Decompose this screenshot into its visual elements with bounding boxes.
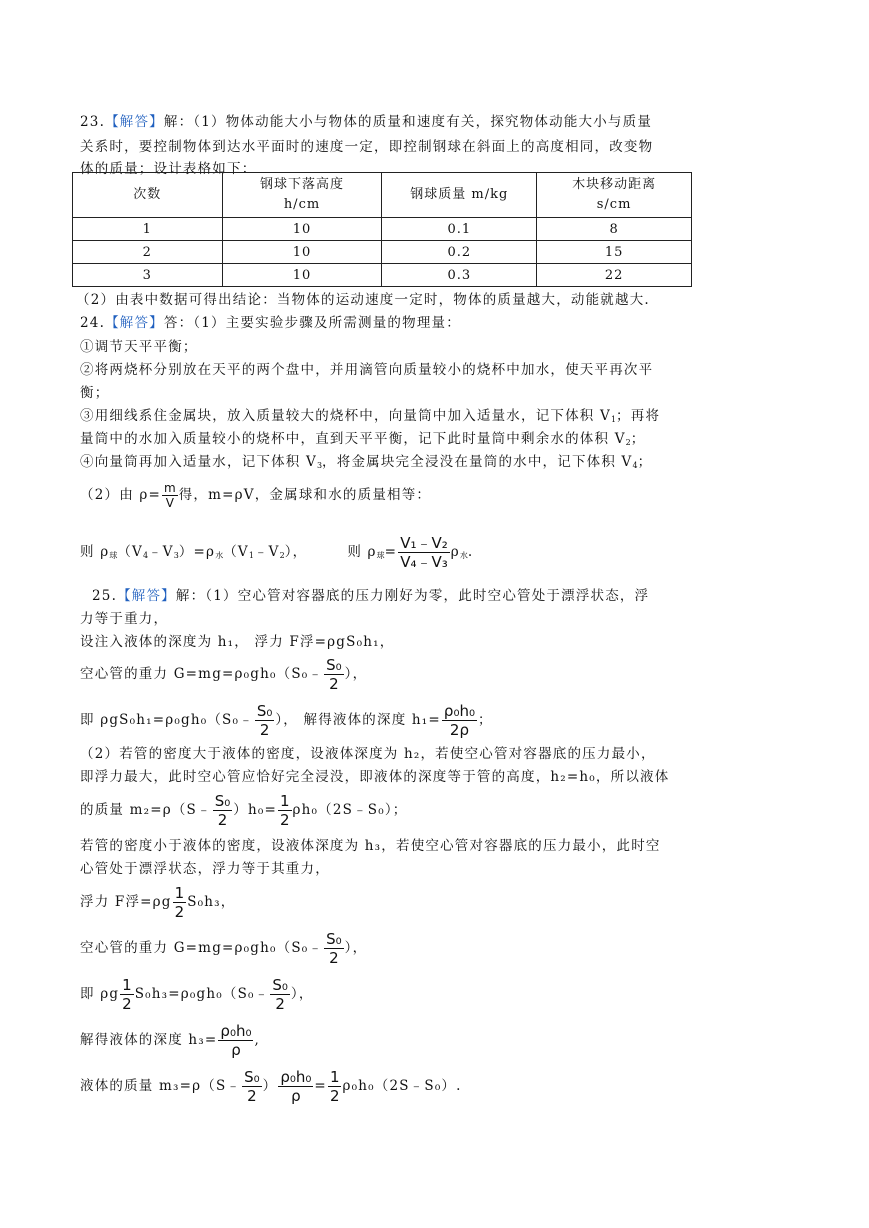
q24-step-2a: ②将两烧杯分别放在天平的两个盘中，并用滴管向质量较小的烧杯中加水，使天平再次平	[80, 362, 654, 378]
fraction: $\frac{\text{S₀}}{2}$	[272, 976, 288, 1013]
q24-step-4: ④向量筒再加入适量水，记下体积 $V_3$，将金属块完全浸没在量筒的水中，记下体积 $V_4$；	[80, 454, 653, 470]
q24-equation: 则 $\rho_球(V_4﹣V_3)=\rho_水(V_1﹣V_2)$， 则 $\rho_球=$ $\frac{\text{V₁﹣V₂}}{\text{V₄﹣V₃}}$ $\rho_水$.	[80, 534, 474, 571]
fraction: $\frac{1}{2}$	[329, 1068, 340, 1105]
table-row	[73, 218, 692, 241]
header-cell: 钢球质量 m/kg	[382, 173, 537, 218]
q25-line-5: 即 ρgS₀h₁=ρ₀gh₀（S₀﹣ $\frac{\text{S₀}}{2}$ ）， 解得液体的深度 h₁= $\frac{\text{ρ₀h₀}}{2\rho}$ ；	[80, 702, 493, 739]
q24-step-1: ①调节天平平衡；	[80, 339, 198, 355]
fraction: $\frac{1}{2}$	[122, 976, 132, 1013]
table-cell: 22	[537, 264, 692, 287]
q24-part2: （2）由 ρ= $\frac{m}{V}$ 得，m=ρV，金属球和水的质量相等：	[80, 481, 432, 510]
table-cell: 3	[73, 264, 223, 287]
q25-line-14: 解得液体的深度 h₃= $\frac{\text{ρ₀h₀}}{\rho}$ ,	[80, 1022, 260, 1059]
fraction: $\frac{\text{V₁﹣V₂}}{\text{V₄﹣V₃}}$	[400, 534, 448, 571]
table-cell: 0.3	[382, 264, 537, 287]
table-cell: 15	[537, 241, 692, 264]
q23-line-2: 关系时，要控制物体到达水平面时的速度一定，即控制钢球在斜面上的高度相同，改变物	[80, 139, 654, 155]
q24-step-2b: 衡；	[80, 385, 110, 401]
table-cell: 10	[222, 241, 382, 264]
q23-conclusion: （2）由表中数据可得出结论：当物体的运动速度一定时，物体的质量越大，动能就越大.	[76, 292, 650, 308]
data-table	[72, 172, 692, 287]
q24-head: 24.【解答】答：（1）主要实验步骤及所需测量的物理量：	[80, 315, 461, 331]
fraction: $\frac{\text{S₀}}{2}$	[326, 930, 342, 967]
q25-line-9: 若管的密度小于液体的密度，设液体深度为 h₃，若使空心管对容器底的压力最小，此时空	[80, 838, 661, 854]
table-cell: 1	[73, 218, 223, 241]
fraction: $\frac{1}{2}$	[174, 884, 185, 921]
q25-line-15: 液体的质量 m₃=ρ（S﹣ $\frac{\text{S₀}}{2}$ ） $\frac{\text{ρ₀h₀}}{\rho}$ = $\frac{1}{2}$ ρ₀h₀（2S﹣S₀）.	[80, 1068, 462, 1105]
q25-line-10: 心管处于漂浮状态，浮力等于其重力，	[80, 861, 330, 877]
q25-line-7: 即浮力最大，此时空心管应恰好完全浸没，即液体的深度等于管的高度，h₂=h₀，所以液体	[80, 769, 670, 785]
header-cell: 木块移动距离 s/cm	[537, 173, 692, 218]
header-cell: 钢球下落高度 h/cm	[222, 173, 382, 218]
fraction: $\frac{m}{V}$	[164, 481, 176, 510]
q25-line-2: 力等于重力，	[80, 611, 169, 627]
table-cell: 8	[537, 218, 692, 241]
fraction: $\frac{\text{ρ₀h₀}}{2\rho}$	[443, 702, 475, 739]
fraction: $\frac{\text{S₀}}{2}$	[326, 656, 342, 693]
answer-tag: 【解答】	[105, 315, 164, 331]
q25-line-3: 设注入液体的深度为 h₁， 浮力 F浮=ρgS₀h₁，	[80, 634, 395, 650]
fraction: $\frac{\text{S₀}}{2}$	[244, 1068, 260, 1105]
fraction: $\frac{\text{ρ₀h₀}}{\rho}$	[280, 1068, 312, 1105]
q25-line-6: （2）若管的密度大于液体的密度，设液体深度为 h₂，若使空心管对容器底的压力最小，	[80, 746, 656, 762]
fraction: $\frac{1}{2}$	[279, 792, 290, 829]
header-cell: 次数	[73, 173, 223, 218]
table-cell: 10	[222, 264, 382, 287]
fraction: $\frac{\text{S₀}}{2}$	[256, 702, 273, 739]
table-header-row	[73, 173, 692, 218]
table-row	[73, 264, 692, 287]
q25-line-13: 即 ρg $\frac{1}{2}$ S₀h₃=ρ₀gh₀（S₀﹣ $\frac{\text{S₀}}{2}$ ），	[80, 976, 314, 1013]
table-cell: 0.1	[382, 218, 537, 241]
q24-step-3b: 量筒中的水加入质量较小的烧杯中，直到天平平衡，记下此时量筒中剩余水的体积 $V_2$；	[80, 431, 646, 447]
answer-tag: 【解答】	[105, 114, 164, 130]
q23-line-3: 体的质量；设计表格如下：	[80, 161, 257, 177]
q25-line-11: 浮力 F浮=ρg $\frac{1}{2}$ S₀h₃，	[80, 884, 236, 921]
table-row	[73, 241, 692, 264]
table-cell: 2	[73, 241, 223, 264]
fraction: $\frac{\text{S₀}}{2}$	[214, 792, 231, 829]
table-cell: 0.2	[382, 241, 537, 264]
q23-line-1: 23.【解答】解：（1）物体动能大小与物体的质量和速度有关，探究物体动能大小与质量	[80, 114, 653, 130]
answer-tag: 【解答】	[117, 588, 176, 604]
table-cell: 10	[222, 218, 382, 241]
q25-line-8: 的质量 m₂=ρ（S﹣ $\frac{\text{S₀}}{2}$ ）h₀= $\frac{1}{2}$ ρh₀（2S﹣S₀）；	[80, 792, 408, 829]
q25-line-4: 空心管的重力 G=mg=ρ₀gh₀（S₀﹣ $\frac{\text{S₀}}{2}$ ），	[80, 656, 368, 693]
q24-step-3a: ③用细线系住金属块，放入质量较大的烧杯中，向量筒中加入适量水，记下体积 $V_1$；再将	[80, 408, 661, 424]
q25-line-12: 空心管的重力 G=mg=ρ₀gh₀（S₀﹣ $\frac{\text{S₀}}{2}$ ），	[80, 930, 368, 967]
fraction: $\frac{\text{ρ₀h₀}}{\rho}$	[220, 1022, 252, 1059]
q25-line-1: 25.【解答】解：（1）空心管对容器底的压力刚好为零，此时空心管处于漂浮状态，浮	[92, 588, 650, 604]
